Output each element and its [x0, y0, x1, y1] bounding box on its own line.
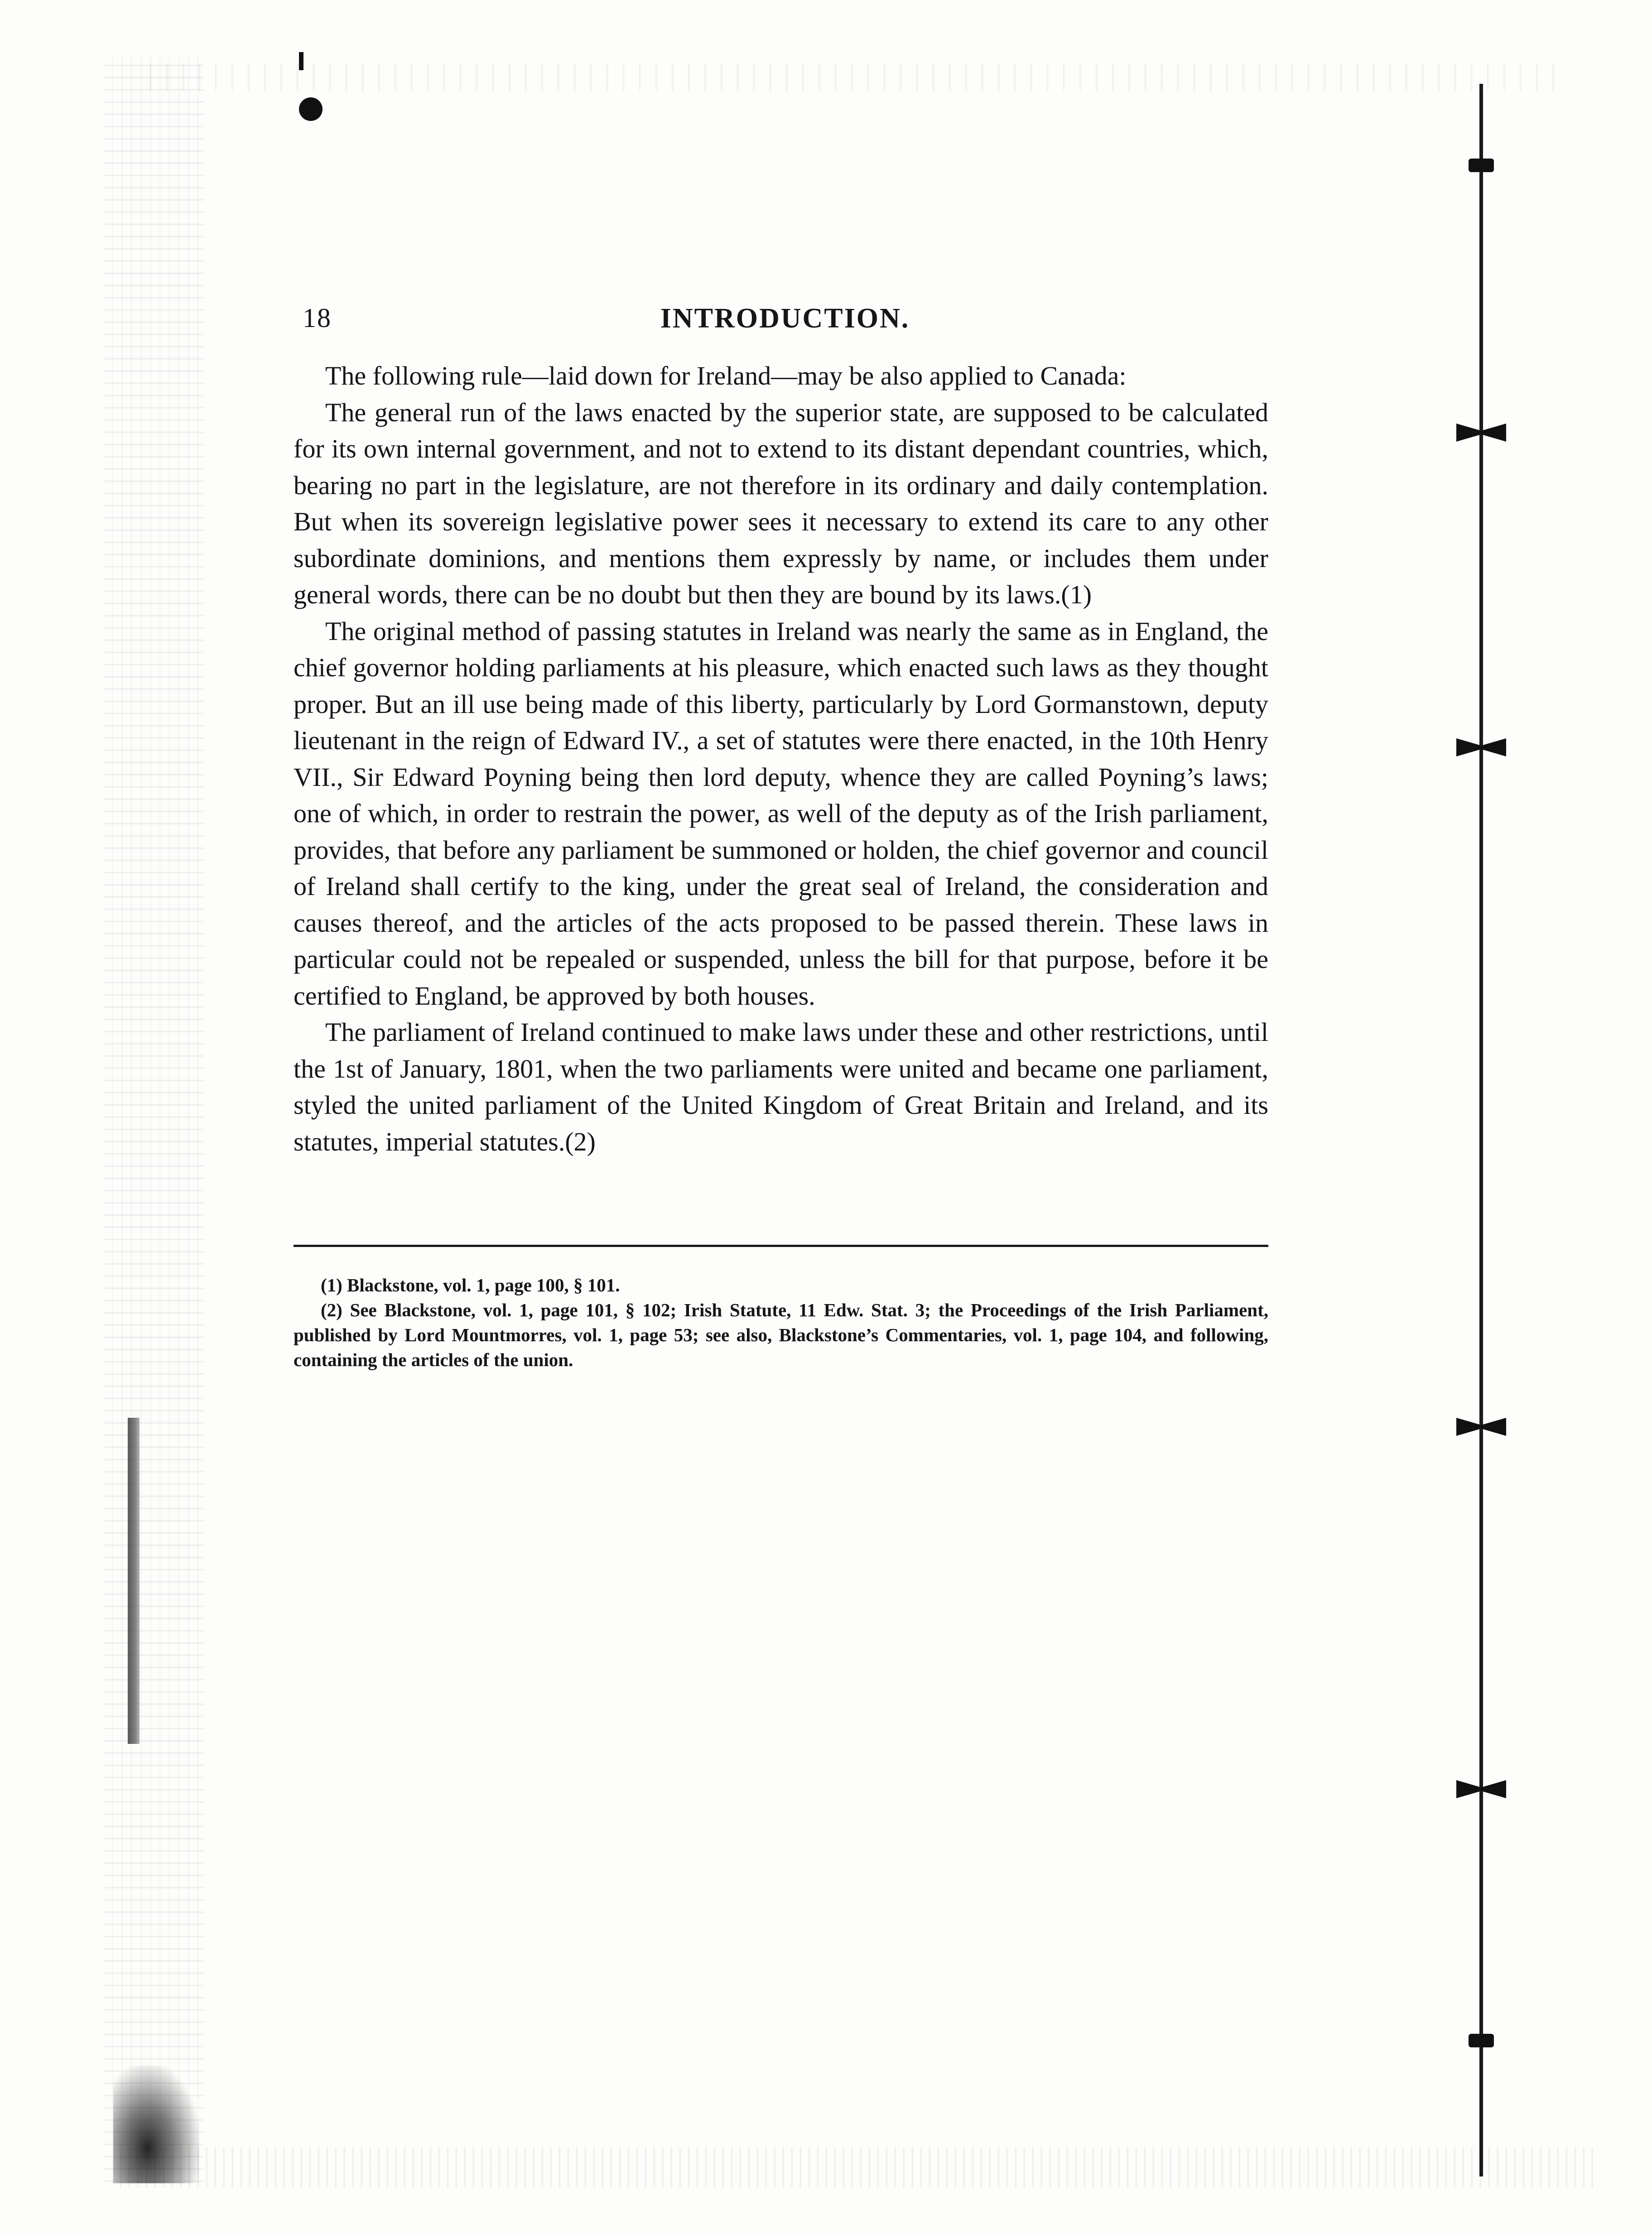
- binding-knot: [1469, 159, 1494, 172]
- scan-left-shadow: [128, 1418, 140, 1744]
- binding-thread: [1479, 84, 1483, 2176]
- scan-corner-blot: [113, 2065, 199, 2183]
- footnote-rule: [294, 1245, 1268, 1247]
- footnote: (2) See Blackstone, vol. 1, page 101, § 102; Irish Statute, 11 Edw. Stat. 3; the Proceedings of the Irish Parliament, published by Lord Mountmorres, vol. 1, page 53; see also, Blackstone’s Commentaries, vol. 1, page 104, and following, containing the articles of the union.: [294, 1300, 1268, 1370]
- footnote: (1) Blackstone, vol. 1, page 100, § 101.: [321, 1275, 620, 1295]
- scan-left-edge: [104, 54, 204, 2183]
- binding-knot: [1469, 2034, 1494, 2047]
- paragraph: The general run of the laws enacted by the superior state, are supposed to be calculated for its own internal government, and not to extend to its distant dependant countries, which, bearing no part in the legislature, are not therefore in its ordinary and daily contemplation. But when its sovereign legislative power sees it necessary to extend its care to any other subordinate dominions, and mentions them expressly by name, or includes them under general words, there can be no doubt but then they are bound by its laws.(1): [294, 397, 1268, 609]
- paragraph: The original method of passing statutes in Ireland was nearly the same as in England, the chief governor holding parliaments at his pleasure, which enacted such laws as they thought proper. But an ill use being made of this liberty, particularly by Lord Gormanstown, deputy lieutenant in the reign of Edward IV., a set of statutes were there enacted, in the 10th Henry VII., Sir Edward Poyning being then lord deputy, whence they are called Poyning’s laws; one of which, in order to restrain the power, as well of the deputy as of the Irish parliament, provides, that before any parliament be summoned or holden, the chief governor and council of Ireland shall certify to the king, under the great seal of Ireland, the consideration and causes thereof, and the articles of the acts proposed to be passed therein. These laws in particular could not be repealed or suspended, unless the bill for that purpose, before it be certified to England, be approved by both houses.: [294, 616, 1268, 1011]
- page-number: 18: [303, 303, 332, 333]
- paragraph: The following rule—laid down for Ireland—may be also applied to Canada:: [325, 361, 1127, 390]
- body-text: [294, 358, 1268, 1160]
- ink-tick-mark: [299, 52, 303, 70]
- running-head: INTRODUCTION.: [660, 303, 910, 334]
- paragraph: The parliament of Ireland continued to make laws under these and other restrictions, until the 1st of January, 1801, when the two parliaments were united and became one parliament, styled the united parliament of the United Kingdom of Great Britain and Ireland, and its statutes, imperial statutes.(2): [294, 1017, 1268, 1156]
- scan-top-edge: [136, 63, 1563, 91]
- ink-dot-mark: [299, 97, 323, 121]
- page-header: [303, 303, 1267, 339]
- footnotes: [294, 1273, 1268, 1372]
- scan-bottom-edge: [113, 2147, 1599, 2188]
